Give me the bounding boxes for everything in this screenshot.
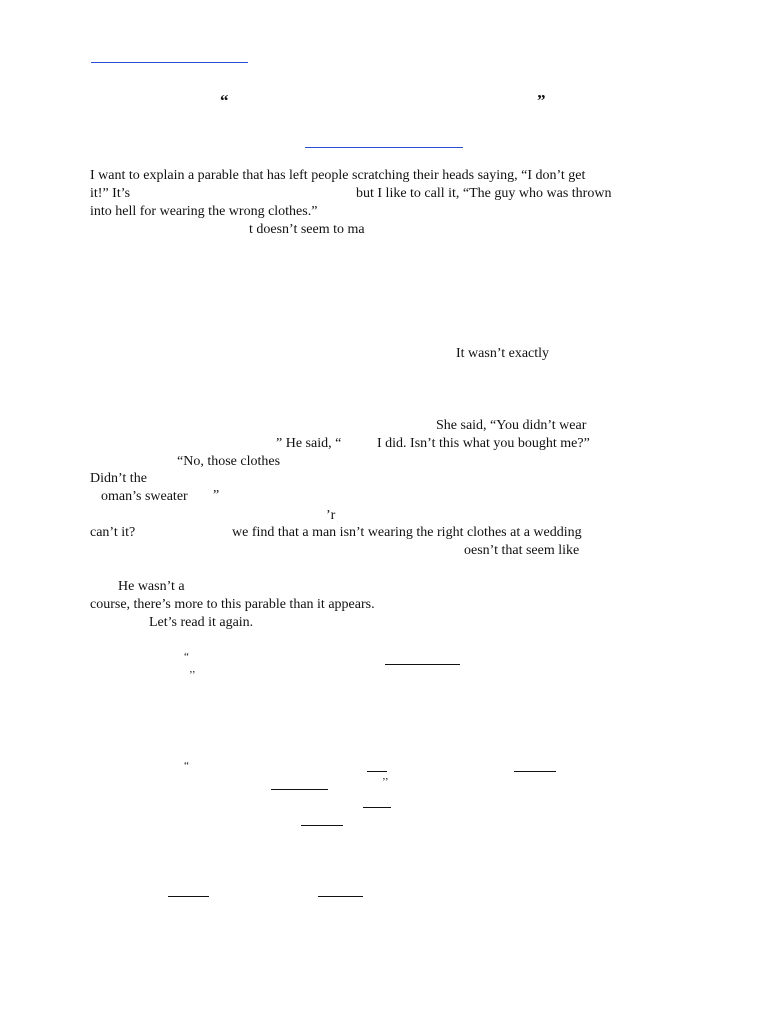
story-no-those: “No, those clothes <box>177 454 281 469</box>
story-womans-sweater: oman’s sweater <box>101 489 188 504</box>
story-didnt-the: Didn’t the <box>90 471 147 486</box>
intro-line-2a: it!” It’s <box>90 186 131 201</box>
scripture-2-blank-1 <box>367 771 387 772</box>
story-doesnt-seem: oesn’t that seem like <box>464 543 580 558</box>
story-we-find: we find that a man isn’t wearing the right clothes at a wedding <box>232 525 582 540</box>
story-close-quote: ” <box>213 488 220 503</box>
story-r-fragment: ’r <box>326 508 336 523</box>
author-link-underline[interactable] <box>305 147 463 148</box>
bottom-blank-2 <box>318 896 363 897</box>
story-cant-it: can’t it? <box>90 525 136 540</box>
scripture-1-blank-1 <box>385 664 460 665</box>
story-he-said-b: I did. Isn’t this what you bought me?” <box>377 436 590 451</box>
story-he-wasnt: He wasn’t a <box>118 579 185 594</box>
scripture-2-blank-3 <box>271 789 328 790</box>
title-open-quote: “ <box>220 91 229 110</box>
story-wasnt-exactly: It wasn’t exactly <box>456 346 550 361</box>
intro-line-3: into hell for wearing the wrong clothes.” <box>90 204 318 219</box>
scripture-2-blank-2 <box>514 771 556 772</box>
story-he-said-a: ” He said, “ <box>276 436 342 451</box>
title-close-quote: ” <box>537 91 546 110</box>
scripture-2-close-quote: ’’ <box>382 776 389 788</box>
intro-line-4: t doesn’t seem to ma <box>249 222 365 237</box>
intro-line-1: I want to explain a parable that has left people scratching their heads saying, “I don’t get <box>90 168 586 183</box>
top-link-underline[interactable] <box>91 62 248 63</box>
scripture-2-blank-4 <box>363 807 391 808</box>
story-she-said: She said, “You didn’t wear <box>436 418 587 433</box>
story-course: course, there’s more to this parable than it appears. <box>90 597 375 612</box>
story-lets-read: Let’s read it again. <box>149 615 254 630</box>
scripture-2-open-quote: “ <box>184 760 189 772</box>
scripture-1-open-quote: “ <box>184 651 189 663</box>
intro-line-2b: but I like to call it, “The guy who was thrown <box>356 186 612 201</box>
scripture-2-blank-5 <box>301 825 343 826</box>
bottom-blank-1 <box>168 896 209 897</box>
scripture-1-close-quote: ’’ <box>189 669 196 681</box>
